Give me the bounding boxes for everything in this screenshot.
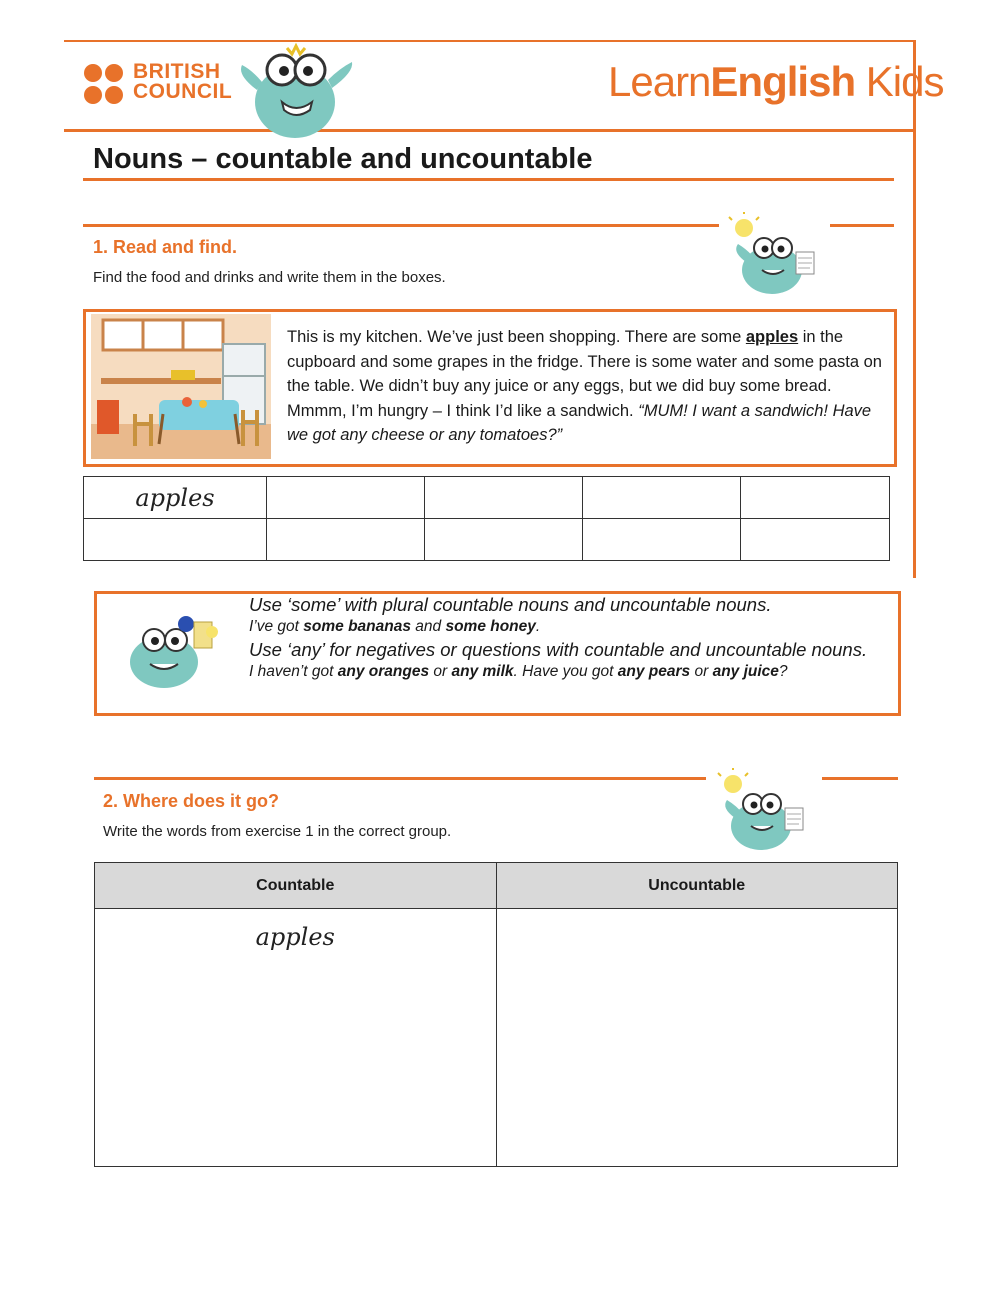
answer-box[interactable]: [741, 519, 890, 561]
sorting-table: [94, 862, 898, 1167]
header-rule: [64, 129, 916, 132]
monster-teacher-icon: [124, 612, 234, 692]
learnenglish-kids-logo: LearnEnglish Kids: [608, 58, 944, 105]
section1-heading: 1. Read and find.: [93, 237, 238, 257]
answer-box[interactable]: apples: [84, 477, 267, 519]
answer-box[interactable]: [267, 477, 425, 519]
right-border: [913, 40, 916, 578]
section1-rule-right: [830, 224, 894, 227]
countable-answer-cell[interactable]: [95, 909, 497, 1167]
table-header-row: [95, 863, 898, 909]
column-header-countable: Countable: [95, 863, 497, 909]
answer-box[interactable]: [425, 477, 583, 519]
british-council-logo: [84, 64, 128, 106]
rule-any: Use ‘any’ for negatives or questions with countable and uncountable nouns.: [249, 639, 868, 660]
story-text: This is my kitchen. We’ve just been shopping. There are some apples in the cupboard and some grapes in the fridge. There is some water and some pasta on the table. We didn’t buy any juice or any eggs, but we did buy some bread. Mmmm, I’m hungry – I think I’d like a sandwich. “MUM! I want a sandwich! Have we got any cheese or any tomatoes?”: [287, 328, 882, 444]
grammar-rules: [249, 593, 899, 683]
monster-reading-icon: [714, 768, 814, 854]
kitchen-illustration: [91, 314, 271, 459]
section1-instruction: Find the food and drinks and write them in the boxes.: [93, 269, 446, 286]
section2-heading: 2. Where does it go?: [103, 791, 280, 811]
monster-mascot-icon: [232, 40, 362, 140]
answer-box[interactable]: [267, 519, 425, 561]
rule-some: Use ‘some’ with plural countable nouns and uncountable nouns.: [249, 594, 772, 615]
answer-box[interactable]: [741, 477, 890, 519]
example-keyword: apples: [745, 328, 799, 346]
answer-box[interactable]: [84, 519, 267, 561]
brand-name: BRITISH COUNCIL: [133, 60, 233, 103]
title-underline: [83, 178, 894, 181]
answer-boxes-grid: [83, 476, 890, 561]
page-title: Nouns – countable and uncountable: [93, 143, 593, 175]
section2-rule-right: [822, 777, 898, 780]
monster-reading-icon: [726, 212, 824, 298]
answer-box[interactable]: [583, 477, 741, 519]
example-some: I’ve got some bananas and some honey.: [249, 618, 541, 635]
table-row: [84, 519, 890, 561]
uncountable-answer-cell[interactable]: [496, 909, 898, 1167]
section1-rule: [83, 224, 719, 227]
answer-box[interactable]: [425, 519, 583, 561]
section2-instruction: Write the words from exercise 1 in the correct group.: [103, 823, 452, 840]
example-any: I haven’t got any oranges or any milk. Have you got any pears or any juice?: [249, 663, 788, 680]
table-row: [95, 909, 898, 1167]
table-row: [84, 477, 890, 519]
column-header-uncountable: Uncountable: [496, 863, 898, 909]
countable-answer: apples: [255, 923, 335, 951]
top-border: [64, 40, 916, 42]
section2-rule: [94, 777, 706, 780]
answer-box[interactable]: [583, 519, 741, 561]
